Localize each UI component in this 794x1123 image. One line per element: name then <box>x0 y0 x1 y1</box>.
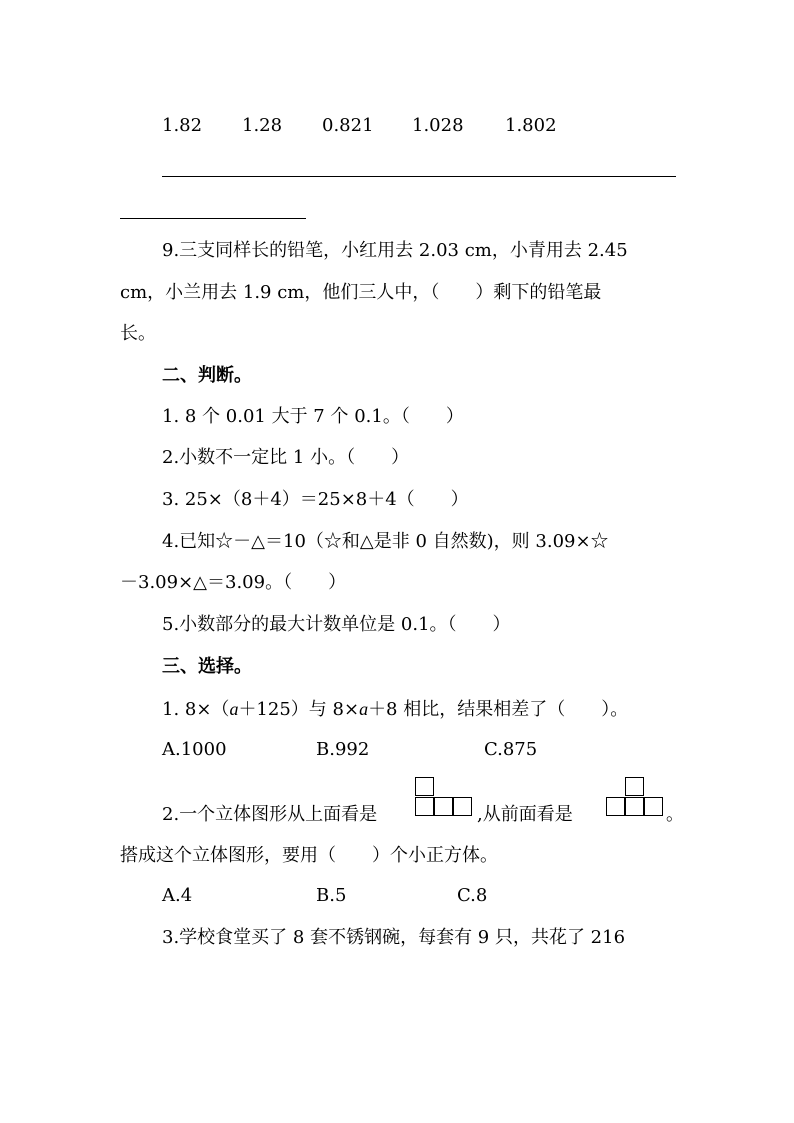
number-item: 1.28 <box>242 115 283 136</box>
judge-item-4-line-2: －3.09×△＝3.09。（ ） <box>120 572 347 593</box>
question-9-line-2: cm，小兰用去 1.9 cm，他们三人中，（ ）剩下的铅笔最 <box>120 282 602 303</box>
judge-item-2: 2.小数不一定比 1 小。（ ） <box>162 447 410 468</box>
cube-square <box>644 797 663 816</box>
option-a: A.4 <box>162 885 193 906</box>
cube-square <box>434 797 453 816</box>
option-a: A.1000 <box>162 739 227 760</box>
choice-question-2-part-1: 2.一个立体图形从上面看是 <box>162 804 378 825</box>
judge-item-5: 5.小数部分的最大计数单位是 0.1。（ ） <box>162 614 511 635</box>
choice-question-3-line-1: 3.学校食堂买了 8 套不锈钢碗，每套有 9 只，共花了 216 <box>162 927 626 948</box>
choice-question-2-line-2: 搭成这个立体图形，要用（ ）个小正方体。 <box>120 845 498 866</box>
judge-item-1: 1. 8 个 0.01 大于 7 个 0.1。（ ） <box>162 406 464 427</box>
variable-a: a <box>229 699 239 719</box>
cube-square <box>453 797 472 816</box>
option-b: B.5 <box>316 885 347 906</box>
variable-a: a <box>359 699 369 719</box>
option-c: C.875 <box>484 739 538 760</box>
choice-2-options <box>0 884 794 908</box>
top-view-diagram <box>415 777 474 818</box>
section-2-title: 二、判断。 <box>162 365 252 386</box>
number-item: 1.82 <box>162 115 203 136</box>
choice-question-2-part-2: ,从前面看是 <box>477 804 573 825</box>
option-b: B.992 <box>316 739 370 760</box>
section-3-title: 三、选择。 <box>162 656 252 677</box>
number-item: 1.802 <box>505 115 557 136</box>
front-view-diagram <box>606 777 665 818</box>
answer-line <box>162 176 676 177</box>
number-list <box>0 114 794 138</box>
option-c: C.8 <box>457 885 488 906</box>
cube-square <box>415 797 434 816</box>
choice-question-2-part-3: 。 <box>666 804 684 825</box>
choice-question-1 <box>162 697 628 722</box>
answer-line <box>120 218 306 219</box>
cube-square <box>625 777 644 796</box>
cube-square <box>625 797 644 816</box>
cube-square <box>415 777 434 796</box>
judge-item-3: 3. 25×（8＋4）＝25×8＋4（ ） <box>162 489 469 510</box>
judge-item-4-line-1: 4.已知☆－△＝10（☆和△是非 0 自然数)，则 3.09×☆ <box>162 531 609 552</box>
number-item: 1.028 <box>412 115 464 136</box>
question-9-line-1: 9.三支同样长的铅笔，小红用去 2.03 cm，小青用去 2.45 <box>162 240 628 261</box>
cube-square <box>606 797 625 816</box>
q1-post: ＋8 相比，结果相差了（ ）。 <box>368 699 629 720</box>
question-9-line-3: 长。 <box>120 323 156 344</box>
q1-pre: 1. 8×（ <box>162 699 230 720</box>
number-item: 0.821 <box>322 115 374 136</box>
choice-1-options <box>0 738 794 762</box>
q1-mid: ＋125）与 8× <box>238 699 360 720</box>
